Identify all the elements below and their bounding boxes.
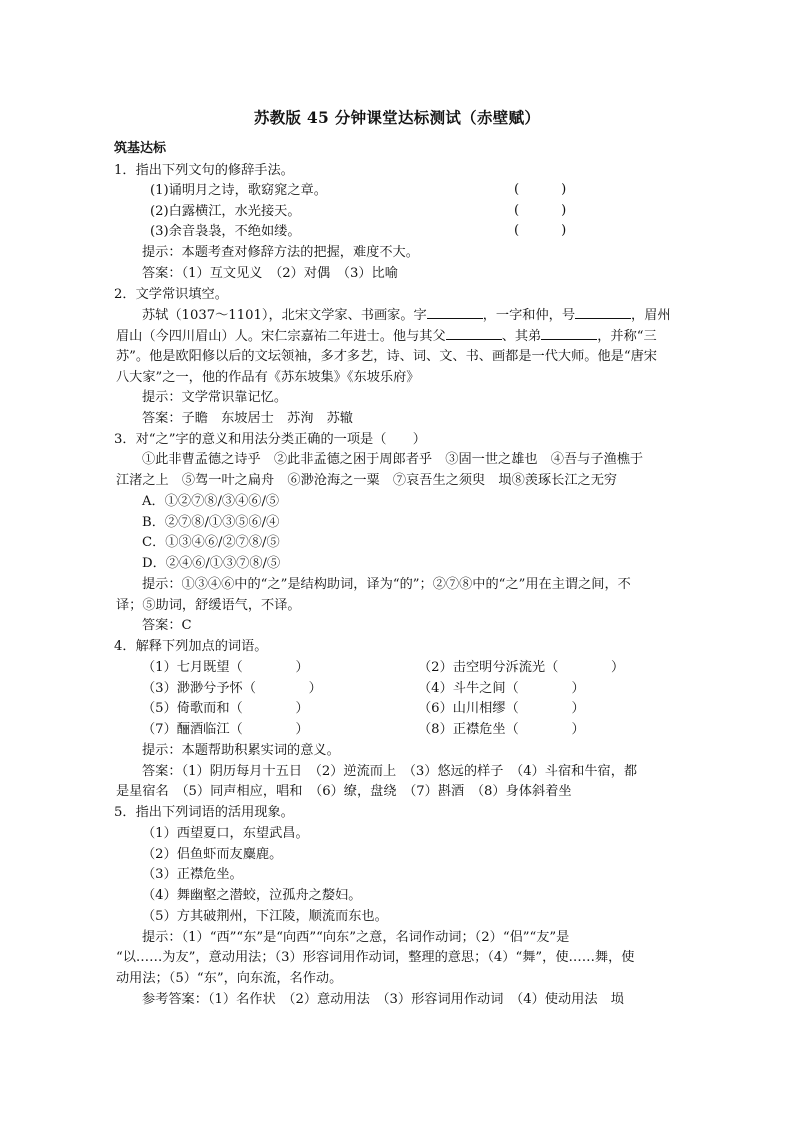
q5-item-5: （5）方其破荆州，下江陵，顺流而东也。 — [142, 909, 388, 924]
q2-text-1b: ，一字和仲，号 — [482, 308, 576, 323]
q3-sentences-2: 江渚之上 ⑤驾一叶之扁舟 ⑥渺沧海之一粟 ⑦哀吾生之须臾 埙⑧羡琢长江之无穷 — [116, 473, 618, 488]
fill-blank-hao — [575, 306, 631, 319]
q5-item-2: （2）侣鱼虾而友麋鹿。 — [142, 847, 283, 862]
q3-option-b: B．②⑦⑧/①③⑤⑥/④ — [142, 515, 280, 530]
q3-hint-1: 提示：①③④⑥中的“之”是结构助词，译为“的”；②⑦⑧中的“之”用在主谓之间，不 — [142, 577, 631, 592]
q4-item-4: （4）斗牛之间（ ） — [418, 681, 585, 696]
q1-answer: 答案：（1）互文见义 （2）对偶 （3）比喻 — [142, 266, 398, 281]
q5-hint-1: 提示：（1）“西”“东”是“向西”“向东”之意，名词作动词；（2）“侣”“友”是 — [142, 930, 570, 945]
q1-stem: 1．指出下列文句的修辞手法。 — [114, 163, 294, 178]
q4-item-2: （2）击空明兮泝流光（ ） — [418, 660, 625, 675]
q2-stem: 2．文学常识填空。 — [114, 287, 228, 302]
q4-item-3: （3）渺渺兮予怀（ ） — [142, 681, 322, 696]
q4-answer-2: 是星宿名 （5）同声相应，唱和 （6）缭，盘绕 （7）斟酒 （8）身体斜着坐 — [116, 784, 572, 799]
q1-item-2: (2)白露横江，水光接天。 — [150, 204, 301, 219]
q5-answer: 参考答案：（1）名作状 （2）意动用法 （3）形容词用作动词 （4）使动用法 埙 — [142, 992, 624, 1007]
q1-answer-blank-1: ( ) — [514, 182, 567, 197]
q1-hint: 提示：本题考查对修辞方法的把握，难度不大。 — [142, 245, 419, 260]
q2-text-1a: 苏轼（1037～1101），北宋文学家、书画家。字 — [142, 308, 427, 323]
q4-item-6: （6）山川相缪（ ） — [418, 701, 585, 716]
q3-sentences-1: ①此非曹孟德之诗乎 ②此非孟德之困于周郎者乎 ③固一世之雄也 ④吾与子渔樵于 — [142, 452, 644, 467]
q1-item-3: (3)余音袅袅，不绝如缕。 — [150, 224, 301, 239]
q4-hint: 提示：本题帮助积累实词的意义。 — [142, 743, 340, 758]
q5-item-1: （1）西望夏口，东望武昌。 — [142, 826, 309, 841]
q3-option-d: D．②④⑥/①③⑦⑧/⑤ — [142, 556, 281, 571]
q2-text-1c: ，眉州 — [631, 308, 671, 323]
q3-option-c: C．①③④⑥/②⑦⑧/⑤ — [142, 535, 280, 550]
q5-hint-3: 动用法；（5）“东”，向东流，名作动。 — [116, 971, 343, 986]
fill-blank-brother — [541, 327, 597, 340]
q5-item-3: （3）正襟危坐。 — [142, 867, 243, 882]
q2-line-2 — [116, 327, 657, 346]
q1-item-1: (1)诵明月之诗，歌窈窕之章。 — [150, 183, 327, 198]
q2-line-4: 八大家”之一，他的作品有《苏东坡集》《东坡乐府》 — [116, 370, 420, 385]
q5-item-4: （4）舞幽壑之潜蛟，泣孤舟之嫠妇。 — [142, 888, 362, 903]
q4-item-5: （5）倚歌而和（ ） — [142, 701, 309, 716]
q2-text-2b: 、其弟 — [501, 329, 542, 344]
q1-answer-blank-3: ( ) — [514, 223, 567, 238]
q3-hint-2: 译；⑤助词，舒缓语气，不译。 — [116, 598, 301, 613]
q2-text-2c: ，并称“三 — [597, 329, 657, 344]
q2-text-2a: 眉山（今四川眉山）人。宋仁宗嘉祐二年进士。他与其父 — [116, 329, 446, 344]
q4-answer-1: 答案：（1）阴历每月十五日 （2）逆流而上 （3）悠远的样子 （4）斗宿和牛宿，都 — [142, 764, 638, 779]
q2-line-3: 苏”。他是欧阳修以后的文坛领袖，多才多艺，诗、词、文、书、画都是一代大师。他是“唐宋 — [116, 349, 657, 364]
q4-item-7: （7）酾酒临江（ ） — [142, 722, 309, 737]
q5-stem: 5．指出下列词语的活用现象。 — [114, 805, 294, 820]
fill-blank-father — [446, 327, 502, 340]
q2-hint: 提示：文学常识靠记忆。 — [142, 390, 288, 405]
page-title: 苏教版 45 分钟课堂达标测试（赤壁赋） — [253, 108, 541, 127]
section-heading: 筑基达标 — [114, 141, 167, 156]
q2-answer: 答案：子瞻 东坡居士 苏洵 苏辙 — [142, 411, 353, 426]
q4-item-1: （1）七月既望（ ） — [142, 660, 309, 675]
q2-line-1 — [142, 306, 671, 325]
q3-answer: 答案：C — [142, 618, 192, 633]
q4-stem: 4．解释下列加点的词语。 — [114, 639, 268, 654]
q3-stem: 3．对“之”字的意义和用法分类正确的一项是（ ） — [114, 432, 426, 447]
q3-option-a: A．①②⑦⑧/③④⑥/⑤ — [142, 494, 280, 509]
fill-blank-zi — [427, 306, 483, 319]
q4-item-8: （8）正襟危坐（ ） — [418, 722, 585, 737]
q1-answer-blank-2: ( ) — [514, 203, 567, 218]
q5-hint-2: “以……为友”，意动用法；（3）形容词用作动词，整理的意思；（4）“舞”，使……舞，使 — [116, 950, 635, 965]
